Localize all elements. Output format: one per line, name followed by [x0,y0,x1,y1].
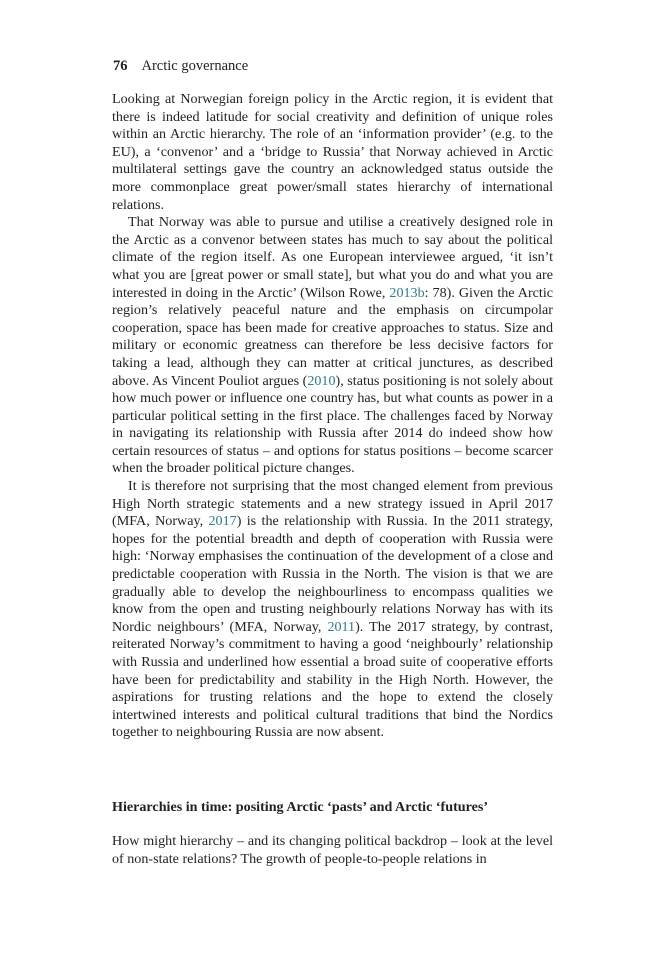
citation-link-2011[interactable]: 2011 [327,618,356,635]
citation-link-2017[interactable]: 2017 [208,513,237,530]
paragraph-1 [112,91,553,214]
page-number: 76 [113,58,128,74]
paragraph-3 [112,478,553,742]
section-first-paragraph: How might hierarchy – and its changing political backdrop – look at the level of non-state relations? The growth of people-to-people relations in [112,833,553,867]
paragraph-1-text: Looking at Norwegian foreign policy in the Arctic region, it is evident that there is indeed latitude for social creativity and definition of unique roles within an Arctic hierarchy. The role of an ‘information provider’ (e.g. to the EU), a ‘convenor’ and a ‘bridge to Russia’ that Norway achieved in Arctic multilateral settings gave the country an acknowledged status outside the more commonplace great power/small states hierarchy of international relations. [112,91,553,213]
running-title: Arctic governance [141,58,249,74]
citation-link-2013b[interactable]: 2013b [389,284,425,301]
paragraph-3-text-b: ) is the relationship with Russia. In the 2011 strategy, hopes for the potential breadth and depth of cooperation with Russia were high: ‘Norway emphasises the continuation of the development of a close and predictable cooperation with Russia in the North. The vision is that we are gradually able to develop the neighbourliness to encompass qualities we know from the open and trusting neighbourly relations Norway has with its Nordic neighbours’ (MFA, Norway, [112,513,553,635]
paragraph-3-text-a: It is therefore not surprising that the most changed element from previous High North strategic statements and a new strategy issued in April 2017 (MFA, Norway, [112,478,553,530]
citation-link-2010[interactable]: 2010 [307,372,336,389]
paragraph-2-text-c: ), status positioning is not solely about how much power or influence one country has, but what counts as power in a particular political setting in the first place. The challenges faced by Norway in navigating its relationship with Russia after 2014 do indeed show how certain resources of status – and options for status positions – become scarcer when the broader political picture changes. [112,372,554,477]
paragraph-2-text-b: : 78). Given the Arctic region’s relatively peaceful nature and the emphasis on circumpolar cooperation, space has been made for creative approaches to status. Size and military or economic greatness can therefore be less decisive factors for taking a lead, although they can matter at critical junctures, as described above. As Vincent Pouliot argues ( [112,284,553,389]
body-text [112,91,553,742]
running-header [113,57,248,75]
paragraph-3-text-c: ). The 2017 strategy, by contrast, reiterated Norway’s commitment to having a good ‘neighbourly’ relationship with Russia and underlined how essential a broad suite of cooperative efforts have been for predictability and stability in the High North. However, the aspirations for trusting relations and the hope to extend the closely intertwined interests and political cultural traditions that bind the Nordics together to neighbouring Russia are now absent. [112,618,553,741]
paragraph-2-text-a: That Norway was able to pursue and utilise a creatively designed role in the Arctic as a convenor between states has much to say about the political climate of the region itself. As one European interviewee argued, ‘it isn’t what you are [great power or small state], but what you do and what you are interested in doing in the Arctic’ (Wilson Rowe, [112,214,553,301]
section-heading: Hierarchies in time: positing Arctic ‘pasts’ and Arctic ‘futures’ [112,799,489,815]
paragraph-2 [112,214,553,478]
